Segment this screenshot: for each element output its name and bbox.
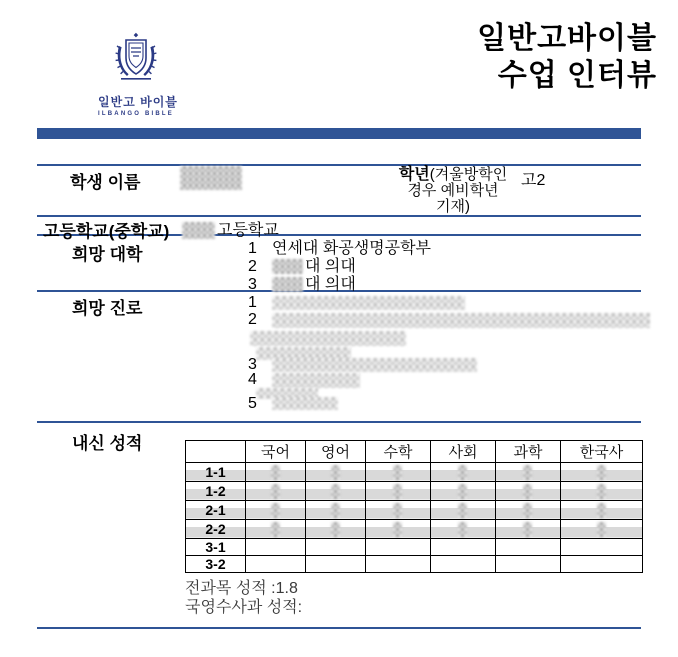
redacted-grade-cell <box>306 520 366 539</box>
grades-table-row <box>186 539 643 556</box>
school-label: 고등학교(중학교) <box>43 222 170 241</box>
redacted-grade-cell <box>366 501 431 520</box>
redacted-grade-cell <box>561 463 643 482</box>
redacted-univ-name <box>272 259 303 274</box>
redacted-grade-value <box>523 503 532 518</box>
grades-row-label: 2-1 <box>186 501 246 520</box>
career-item-number: 5 <box>248 395 257 412</box>
redacted-grade-cell <box>431 463 496 482</box>
redacted-grade-value <box>597 503 606 518</box>
empty-grade-cell <box>306 539 366 556</box>
redacted-grade-cell <box>366 463 431 482</box>
grade-label-note-1: (겨울방학인 <box>429 166 508 183</box>
univ-item-number: 2 <box>248 258 257 275</box>
univ-item-number: 1 <box>248 240 257 257</box>
grades-table-row <box>186 482 643 501</box>
redacted-grade-value <box>458 522 467 537</box>
univ-items <box>248 240 431 294</box>
redacted-grade-value <box>393 522 402 537</box>
grade-label-note-2: 경우 예비학년 <box>407 182 499 199</box>
grades-table-header-row <box>186 441 643 463</box>
redacted-grade-cell <box>306 482 366 501</box>
redacted-grade-cell <box>496 463 561 482</box>
document-title <box>477 20 657 94</box>
redacted-grade-value <box>597 522 606 537</box>
redacted-grade-value <box>458 503 467 518</box>
univ-item-text: 대 의대 <box>305 258 356 275</box>
target-university-label: 희망 대학 <box>72 245 143 264</box>
grades-table-header-cell: 한국사 <box>561 441 643 463</box>
univ-item-number: 3 <box>248 276 257 293</box>
redacted-grade-value <box>271 465 280 480</box>
redacted-grade-value <box>331 465 340 480</box>
redacted-grade-value <box>271 522 280 537</box>
redacted-grade-value <box>393 503 402 518</box>
redacted-grade-value <box>458 465 467 480</box>
student-name-label: 학생 이름 <box>70 173 141 192</box>
redacted-grade-cell <box>496 520 561 539</box>
redacted-grade-value <box>597 465 606 480</box>
redacted-career-text <box>272 397 338 410</box>
univ-item-text: 연세대 화공생명공학부 <box>272 240 432 257</box>
univ-item <box>248 240 431 258</box>
grades-table-row <box>186 556 643 573</box>
school-logo <box>98 32 178 117</box>
grades-row-label: 1-2 <box>186 482 246 501</box>
career-item-number: 1 <box>248 294 257 311</box>
grades-row-label: 2-2 <box>186 520 246 539</box>
grades-row-label: 1-1 <box>186 463 246 482</box>
title-line-1: 일반고바이블 <box>477 22 657 55</box>
grades-table-header-cell: 사회 <box>431 441 496 463</box>
school-value <box>182 217 279 240</box>
grades-table-header-cell <box>186 441 246 463</box>
empty-grade-cell <box>496 539 561 556</box>
redacted-school-name <box>182 222 215 239</box>
career-item <box>248 296 465 313</box>
redacted-grade-value <box>458 484 467 499</box>
grade-summary <box>185 579 302 617</box>
brand-name-korean: 일반고 바이블 <box>98 95 178 109</box>
empty-grade-cell <box>366 539 431 556</box>
school-grades-label: 내신 성적 <box>72 434 143 453</box>
redacted-grade-value <box>393 465 402 480</box>
rule-above-grades-row <box>37 421 641 423</box>
redacted-grade-cell <box>431 501 496 520</box>
grade-label <box>388 167 518 215</box>
redacted-student-name <box>180 166 242 190</box>
grades-table-header-cell: 영어 <box>306 441 366 463</box>
career-item-number: 4 <box>248 371 257 388</box>
empty-grade-cell <box>431 556 496 573</box>
redacted-grade-value <box>271 484 280 499</box>
redacted-grade-value <box>393 484 402 499</box>
redacted-grade-cell <box>306 463 366 482</box>
grades-table-header-cell: 수학 <box>366 441 431 463</box>
redacted-grade-cell <box>366 520 431 539</box>
redacted-grade-cell <box>431 520 496 539</box>
grades-table-row <box>186 520 643 539</box>
redacted-grade-value <box>331 484 340 499</box>
empty-grade-cell <box>306 556 366 573</box>
redacted-grade-cell <box>246 463 306 482</box>
redacted-univ-name <box>272 277 303 292</box>
redacted-grade-value <box>271 503 280 518</box>
grades-table <box>185 440 643 573</box>
empty-grade-cell <box>246 556 306 573</box>
empty-grade-cell <box>431 539 496 556</box>
brand-name-english: ILBANGO BIBLE <box>98 111 174 117</box>
grades-table-header-cell: 국어 <box>246 441 306 463</box>
redacted-career-text <box>250 331 406 346</box>
career-item-number: 2 <box>248 311 257 328</box>
redacted-grade-cell <box>366 482 431 501</box>
redacted-grade-cell <box>246 501 306 520</box>
empty-grade-cell <box>366 556 431 573</box>
redacted-grade-value <box>331 503 340 518</box>
grade-label-note-3: 기재) <box>436 198 470 215</box>
grade-value: 고2 <box>521 172 546 189</box>
rule-above-name-row <box>37 164 641 166</box>
empty-grade-cell <box>561 556 643 573</box>
univ-item <box>248 276 431 294</box>
empty-grade-cell <box>246 539 306 556</box>
empty-grade-cell <box>561 539 643 556</box>
redacted-grade-cell <box>496 501 561 520</box>
redacted-grade-cell <box>561 482 643 501</box>
redacted-career-text <box>272 358 477 372</box>
redacted-grade-value <box>523 522 532 537</box>
redacted-career-text <box>272 296 465 310</box>
redacted-grade-value <box>597 484 606 499</box>
career-item-number: 3 <box>248 356 257 373</box>
univ-item-text: 대 의대 <box>305 276 356 293</box>
redacted-career-text <box>272 313 650 328</box>
grade-label-main: 학년 <box>398 166 430 183</box>
grades-table-row <box>186 501 643 520</box>
career-item <box>248 397 338 413</box>
redacted-grade-cell <box>246 482 306 501</box>
grades-table-row <box>186 463 643 482</box>
redacted-grade-value <box>523 465 532 480</box>
grades-row-label: 3-1 <box>186 539 246 556</box>
redacted-grade-cell <box>561 501 643 520</box>
redacted-grade-value <box>523 484 532 499</box>
career-item <box>248 313 650 331</box>
career-goal-label: 희망 진로 <box>72 299 143 318</box>
univ-item <box>248 258 431 276</box>
redacted-grade-cell <box>561 520 643 539</box>
redacted-grade-cell <box>431 482 496 501</box>
redacted-grade-cell <box>246 520 306 539</box>
school-value-suffix: 고등학교 <box>217 222 279 239</box>
title-line-2: 수업 인터뷰 <box>497 59 657 92</box>
empty-grade-cell <box>496 556 561 573</box>
grades-row-label: 3-2 <box>186 556 246 573</box>
rule-bottom <box>37 627 641 629</box>
grades-table-header-cell: 과학 <box>496 441 561 463</box>
header-divider-bar <box>37 128 641 139</box>
overall-gpa-text: 전과목 성적 :1.8 <box>185 580 298 597</box>
core-gpa-text: 국영수사과 성적: <box>185 599 303 616</box>
redacted-grade-cell <box>496 482 561 501</box>
redacted-career-text <box>272 373 360 388</box>
crest-icon <box>111 32 161 86</box>
redacted-grade-cell <box>306 501 366 520</box>
redacted-grade-value <box>331 522 340 537</box>
